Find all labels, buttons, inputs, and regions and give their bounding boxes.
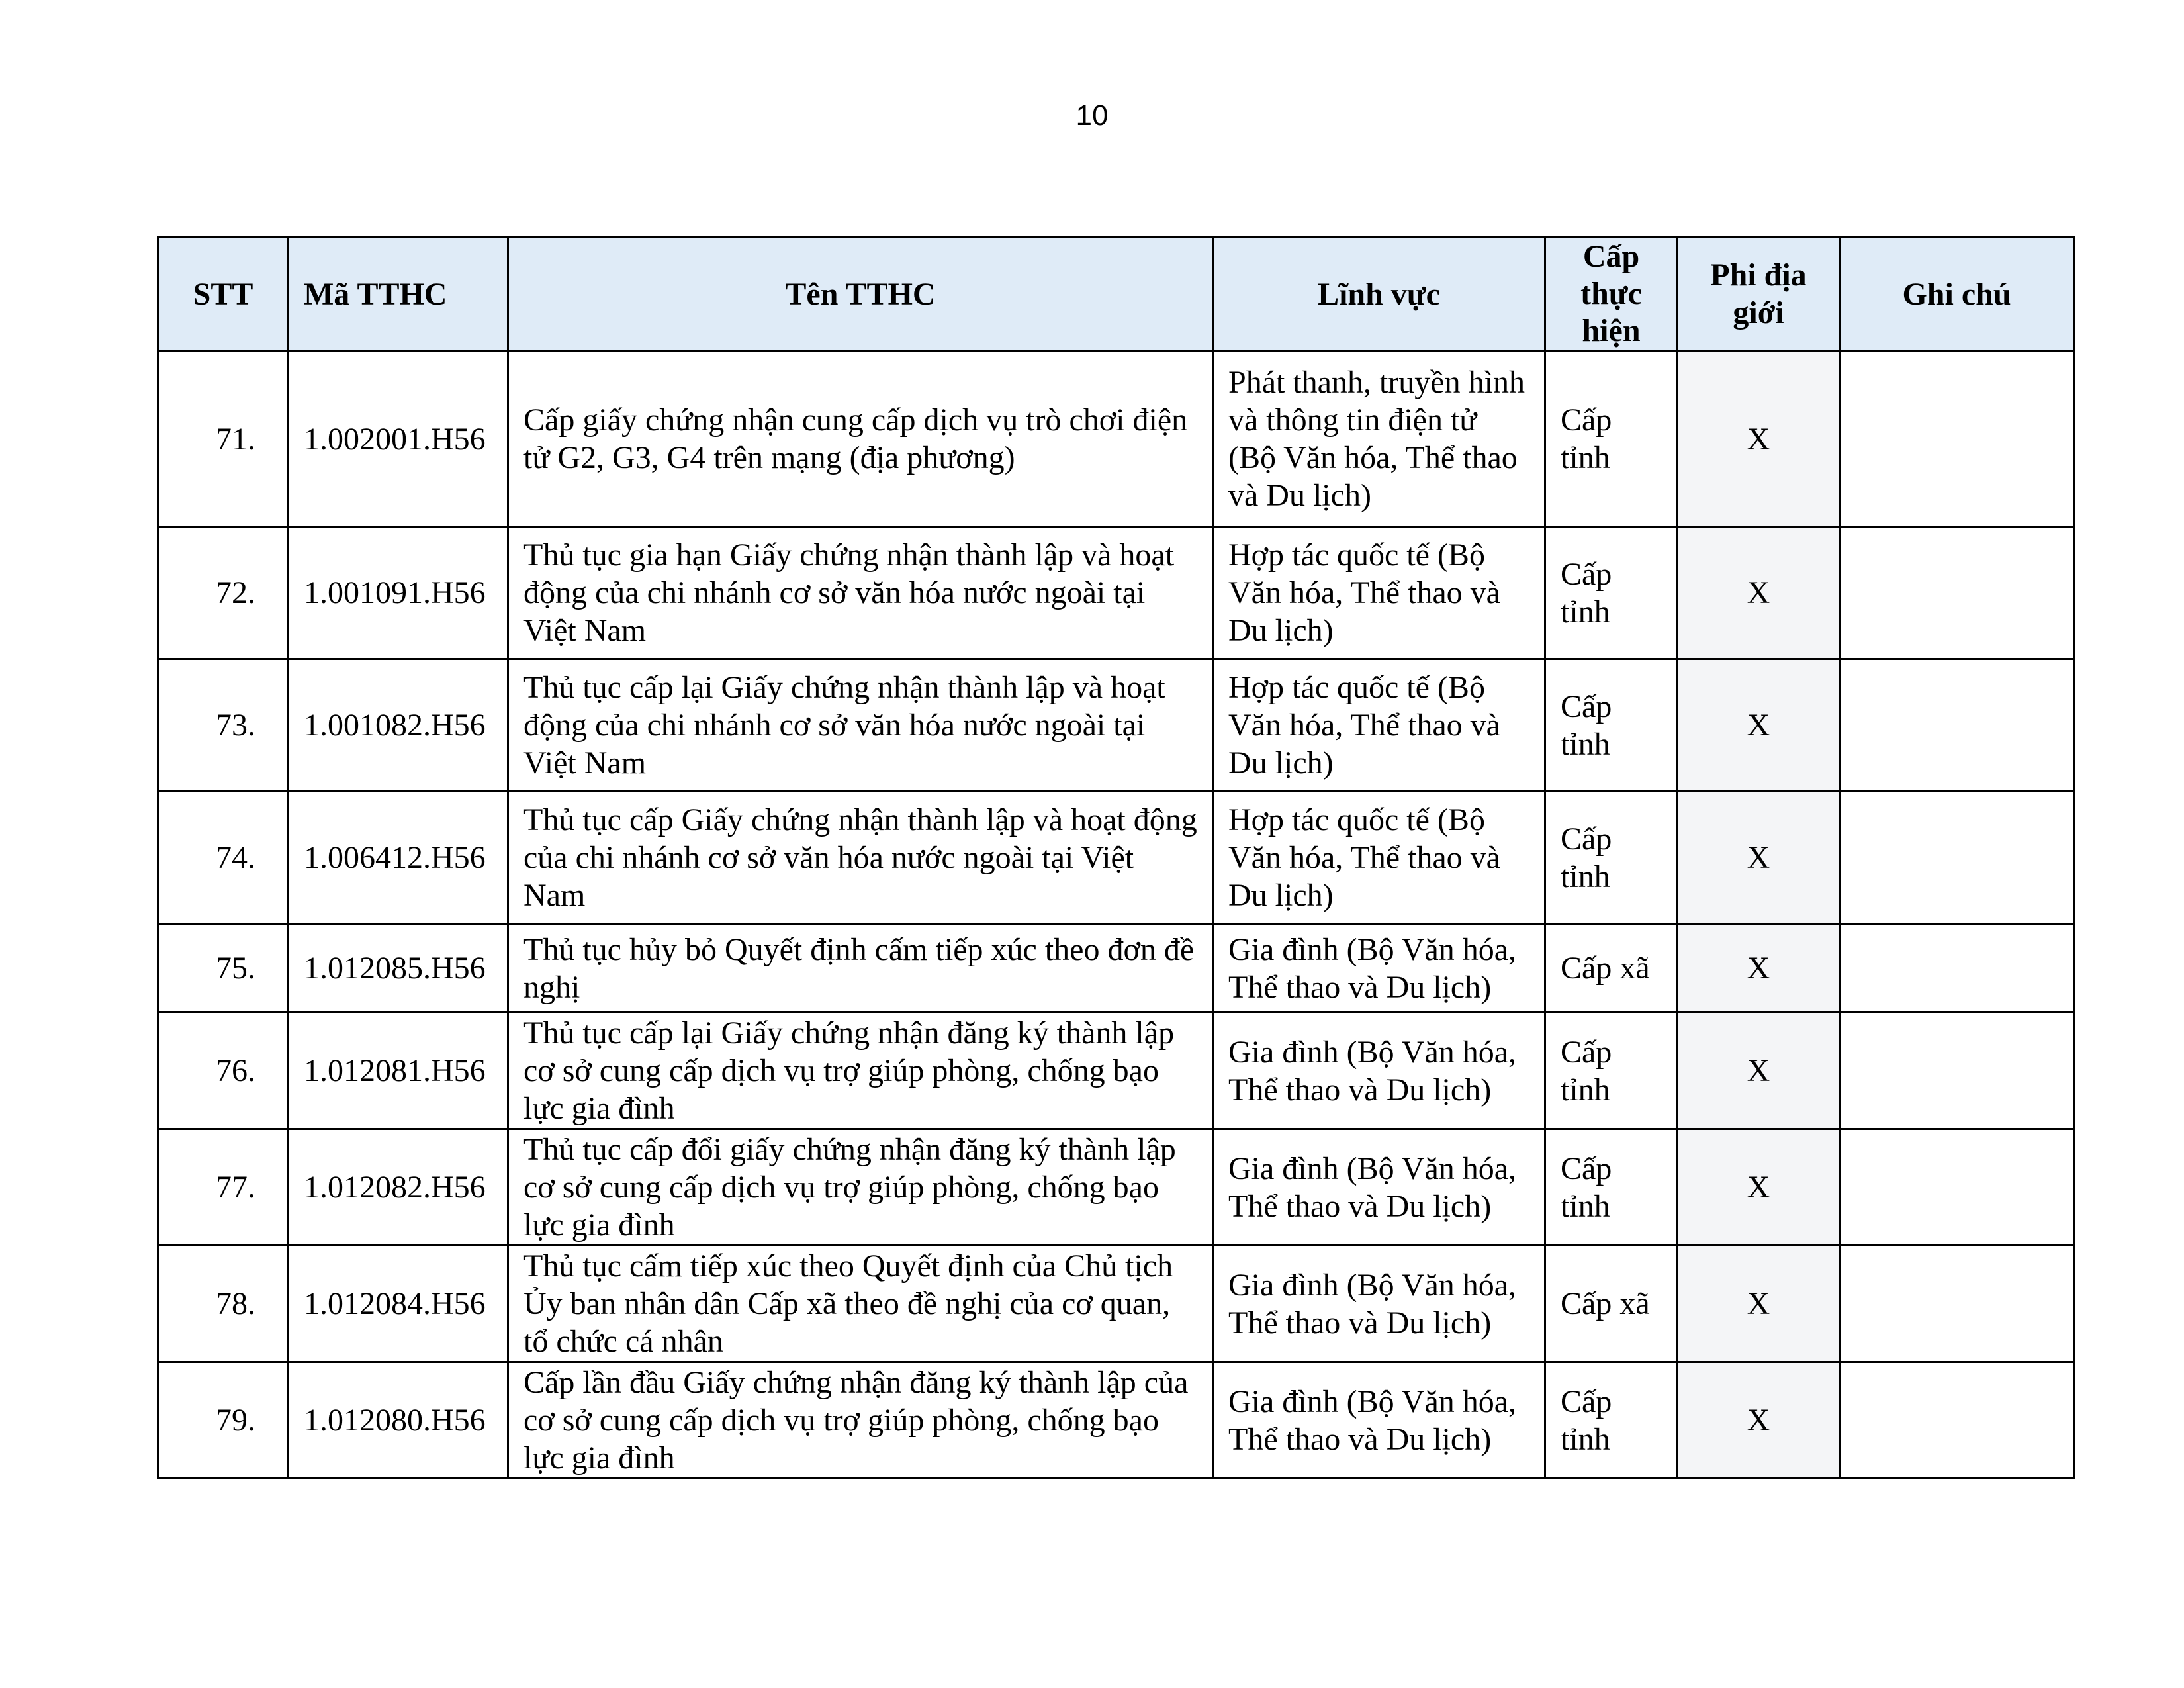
cell-name: Thủ tục cấm tiếp xúc theo Quyết định của Chủ tịch Ủy ban nhân dân Cấp xã theo đề nghị của cơ quan, tổ chức cá nhân (508, 1246, 1213, 1362)
cell-name: Thủ tục hủy bỏ Quyết định cấm tiếp xúc theo đơn đề nghị (508, 924, 1213, 1013)
header-fee: Phi địa giới (1678, 237, 1840, 352)
cell-note (1840, 659, 2074, 792)
table-row (158, 924, 2074, 1013)
cell-name: Thủ tục cấp lại Giấy chứng nhận đăng ký thành lập cơ sở cung cấp dịch vụ trợ giúp phòng, chống bạo lực gia đình (508, 1013, 1213, 1129)
cell-field: Hợp tác quốc tế (Bộ Văn hóa, Thể thao và Du lịch) (1213, 527, 1545, 659)
cell-level: Cấp tỉnh (1545, 527, 1678, 659)
cell-stt: 78. (158, 1246, 289, 1362)
cell-level: Cấp tỉnh (1545, 792, 1678, 924)
cell-fee: X (1678, 527, 1840, 659)
cell-field: Gia đình (Bộ Văn hóa, Thể thao và Du lịch) (1213, 1246, 1545, 1362)
table-header-row (158, 237, 2074, 352)
cell-level: Cấp tỉnh (1545, 1129, 1678, 1246)
cell-note (1840, 1129, 2074, 1246)
cell-field: Phát thanh, truyền hình và thông tin điện tử (Bộ Văn hóa, Thể thao và Du lịch) (1213, 352, 1545, 527)
cell-level: Cấp tỉnh (1545, 659, 1678, 792)
cell-code: 1.001082.H56 (289, 659, 508, 792)
cell-stt: 71. (158, 352, 289, 527)
cell-stt: 77. (158, 1129, 289, 1246)
cell-stt: 73. (158, 659, 289, 792)
cell-note (1840, 352, 2074, 527)
cell-field: Gia đình (Bộ Văn hóa, Thể thao và Du lịch) (1213, 924, 1545, 1013)
table-row (158, 527, 2074, 659)
header-code: Mã TTHC (289, 237, 508, 352)
header-field: Lĩnh vực (1213, 237, 1545, 352)
table-row (158, 1129, 2074, 1246)
cell-name: Cấp lần đầu Giấy chứng nhận đăng ký thành lập của cơ sở cung cấp dịch vụ trợ giúp phòng, chống bạo lực gia đình (508, 1362, 1213, 1479)
cell-level: Cấp xã (1545, 924, 1678, 1013)
cell-code: 1.012085.H56 (289, 924, 508, 1013)
cell-name: Cấp giấy chứng nhận cung cấp dịch vụ trò chơi điện tử G2, G3, G4 trên mạng (địa phương) (508, 352, 1213, 527)
cell-name: Thủ tục cấp Giấy chứng nhận thành lập và hoạt động của chi nhánh cơ sở văn hóa nước ngoài tại Việt Nam (508, 792, 1213, 924)
cell-code: 1.012084.H56 (289, 1246, 508, 1362)
cell-stt: 76. (158, 1013, 289, 1129)
header-level: Cấp thực hiện (1545, 237, 1678, 352)
cell-stt: 72. (158, 527, 289, 659)
cell-fee: X (1678, 659, 1840, 792)
table-row (158, 1362, 2074, 1479)
cell-stt: 79. (158, 1362, 289, 1479)
cell-field: Hợp tác quốc tế (Bộ Văn hóa, Thể thao và Du lịch) (1213, 792, 1545, 924)
cell-name: Thủ tục cấp lại Giấy chứng nhận thành lập và hoạt động của chi nhánh cơ sở văn hóa nước ngoài tại Việt Nam (508, 659, 1213, 792)
cell-code: 1.001091.H56 (289, 527, 508, 659)
cell-note (1840, 1362, 2074, 1479)
cell-fee: X (1678, 1246, 1840, 1362)
cell-code: 1.012082.H56 (289, 1129, 508, 1246)
cell-note (1840, 1246, 2074, 1362)
cell-code: 1.012081.H56 (289, 1013, 508, 1129)
cell-name: Thủ tục gia hạn Giấy chứng nhận thành lập và hoạt động của chi nhánh cơ sở văn hóa nước ngoài tại Việt Nam (508, 527, 1213, 659)
table-row (158, 352, 2074, 527)
cell-field: Gia đình (Bộ Văn hóa, Thể thao và Du lịch) (1213, 1362, 1545, 1479)
cell-level: Cấp tỉnh (1545, 1362, 1678, 1479)
cell-field: Gia đình (Bộ Văn hóa, Thể thao và Du lịch) (1213, 1013, 1545, 1129)
cell-note (1840, 924, 2074, 1013)
cell-note (1840, 1013, 2074, 1129)
cell-note (1840, 792, 2074, 924)
table-row (158, 659, 2074, 792)
cell-fee: X (1678, 924, 1840, 1013)
cell-fee: X (1678, 792, 1840, 924)
cell-code: 1.002001.H56 (289, 352, 508, 527)
procedures-table (157, 236, 2075, 1479)
cell-stt: 75. (158, 924, 289, 1013)
cell-fee: X (1678, 352, 1840, 527)
cell-field: Gia đình (Bộ Văn hóa, Thể thao và Du lịch) (1213, 1129, 1545, 1246)
cell-fee: X (1678, 1013, 1840, 1129)
cell-level: Cấp tỉnh (1545, 1013, 1678, 1129)
cell-field: Hợp tác quốc tế (Bộ Văn hóa, Thể thao và Du lịch) (1213, 659, 1545, 792)
header-name: Tên TTHC (508, 237, 1213, 352)
cell-note (1840, 527, 2074, 659)
header-note: Ghi chú (1840, 237, 2074, 352)
cell-stt: 74. (158, 792, 289, 924)
header-stt: STT (158, 237, 289, 352)
table-row (158, 792, 2074, 924)
cell-fee: X (1678, 1129, 1840, 1246)
table-row (158, 1246, 2074, 1362)
table-row (158, 1013, 2074, 1129)
cell-code: 1.006412.H56 (289, 792, 508, 924)
cell-level: Cấp xã (1545, 1246, 1678, 1362)
page-number: 10 (1075, 99, 1109, 132)
cell-name: Thủ tục cấp đổi giấy chứng nhận đăng ký thành lập cơ sở cung cấp dịch vụ trợ giúp phòng, chống bạo lực gia đình (508, 1129, 1213, 1246)
cell-fee: X (1678, 1362, 1840, 1479)
cell-code: 1.012080.H56 (289, 1362, 508, 1479)
cell-level: Cấp tỉnh (1545, 352, 1678, 527)
